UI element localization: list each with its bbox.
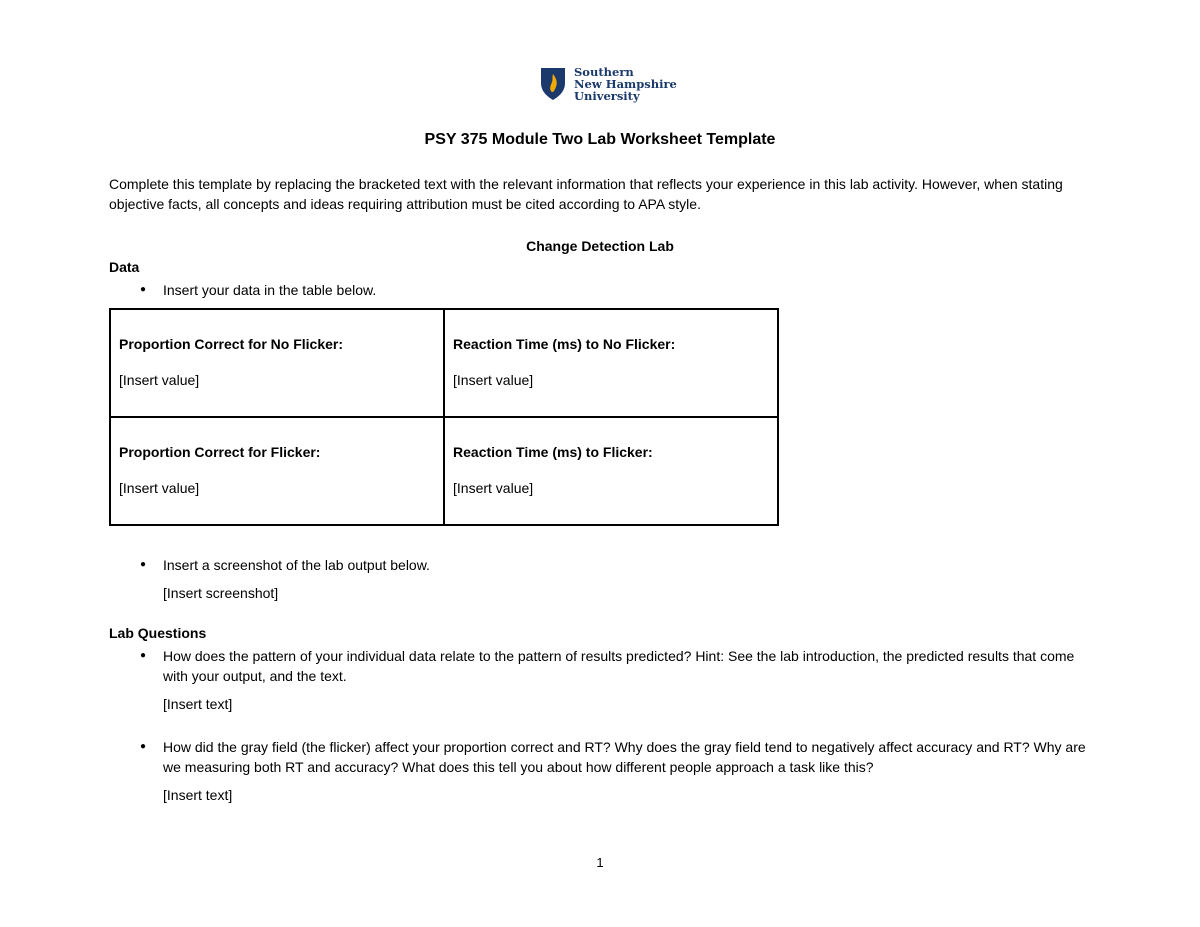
lab-questions-heading: Lab Questions <box>109 625 207 641</box>
bullet-icon: ● <box>140 741 147 752</box>
bullet-icon: ● <box>140 284 147 295</box>
document-title: PSY 375 Module Two Lab Worksheet Template <box>424 131 776 148</box>
answer-2-placeholder[interactable]: [Insert text] <box>163 787 233 803</box>
page-number: 1 <box>596 855 604 870</box>
answer-1-placeholder[interactable]: [Insert text] <box>163 696 233 712</box>
logo-line-1: Southern <box>574 65 634 79</box>
cell-label: Reaction Time (ms) to No Flicker: <box>453 336 676 352</box>
intro-paragraph: Complete this template by replacing the bracketed text with the relevant information that reflects your experience in this lab activity. However, when stating objective facts, all concepts and ideas requiring attribution must be cited according to APA style. <box>109 176 1063 212</box>
question-2 <box>140 737 1098 777</box>
bullet-text: Insert your data in the table below. <box>163 282 377 298</box>
shield-flame-icon <box>540 67 566 101</box>
screenshot-placeholder[interactable]: [Insert screenshot] <box>163 585 279 601</box>
data-heading: Data <box>109 259 140 275</box>
bullet-icon: ● <box>140 559 147 570</box>
logo-wordmark <box>574 66 677 102</box>
table-cell[interactable] <box>110 417 444 525</box>
bullet-insert-screenshot <box>140 555 1098 575</box>
snhu-logo <box>540 66 677 102</box>
bullet-icon: ● <box>140 650 147 661</box>
logo-line-2: New Hampshire <box>574 77 677 91</box>
bullet-insert-data <box>140 280 1098 300</box>
logo-line-3: University <box>574 89 640 103</box>
table-row <box>110 309 778 417</box>
table-row <box>110 417 778 525</box>
question-text: How does the pattern of your individual data relate to the pattern of results predicted? Hint: See the lab introduction, the predicted results that come with your output, and the text. <box>163 648 1075 684</box>
bullet-text: Insert a screenshot of the lab output below. <box>163 557 430 573</box>
cell-value[interactable]: [Insert value] <box>453 372 534 388</box>
table-cell[interactable] <box>444 417 778 525</box>
table-cell[interactable] <box>110 309 444 417</box>
cell-label: Reaction Time (ms) to Flicker: <box>453 444 653 460</box>
data-table <box>109 308 779 526</box>
question-1 <box>140 646 1098 686</box>
question-text: How did the gray field (the flicker) affect your proportion correct and RT? Why does the gray field tend to negatively affect accuracy and RT? Why are we measuring both RT and accuracy? What does this tell you about how different people approach a task like this? <box>163 739 1086 775</box>
cell-value[interactable]: [Insert value] <box>119 480 200 496</box>
cell-label: Proportion Correct for Flicker: <box>119 444 321 460</box>
table-cell[interactable] <box>444 309 778 417</box>
cell-value[interactable]: [Insert value] <box>119 372 200 388</box>
section-title: Change Detection Lab <box>526 238 674 254</box>
cell-label: Proportion Correct for No Flicker: <box>119 336 344 352</box>
cell-value[interactable]: [Insert value] <box>453 480 534 496</box>
